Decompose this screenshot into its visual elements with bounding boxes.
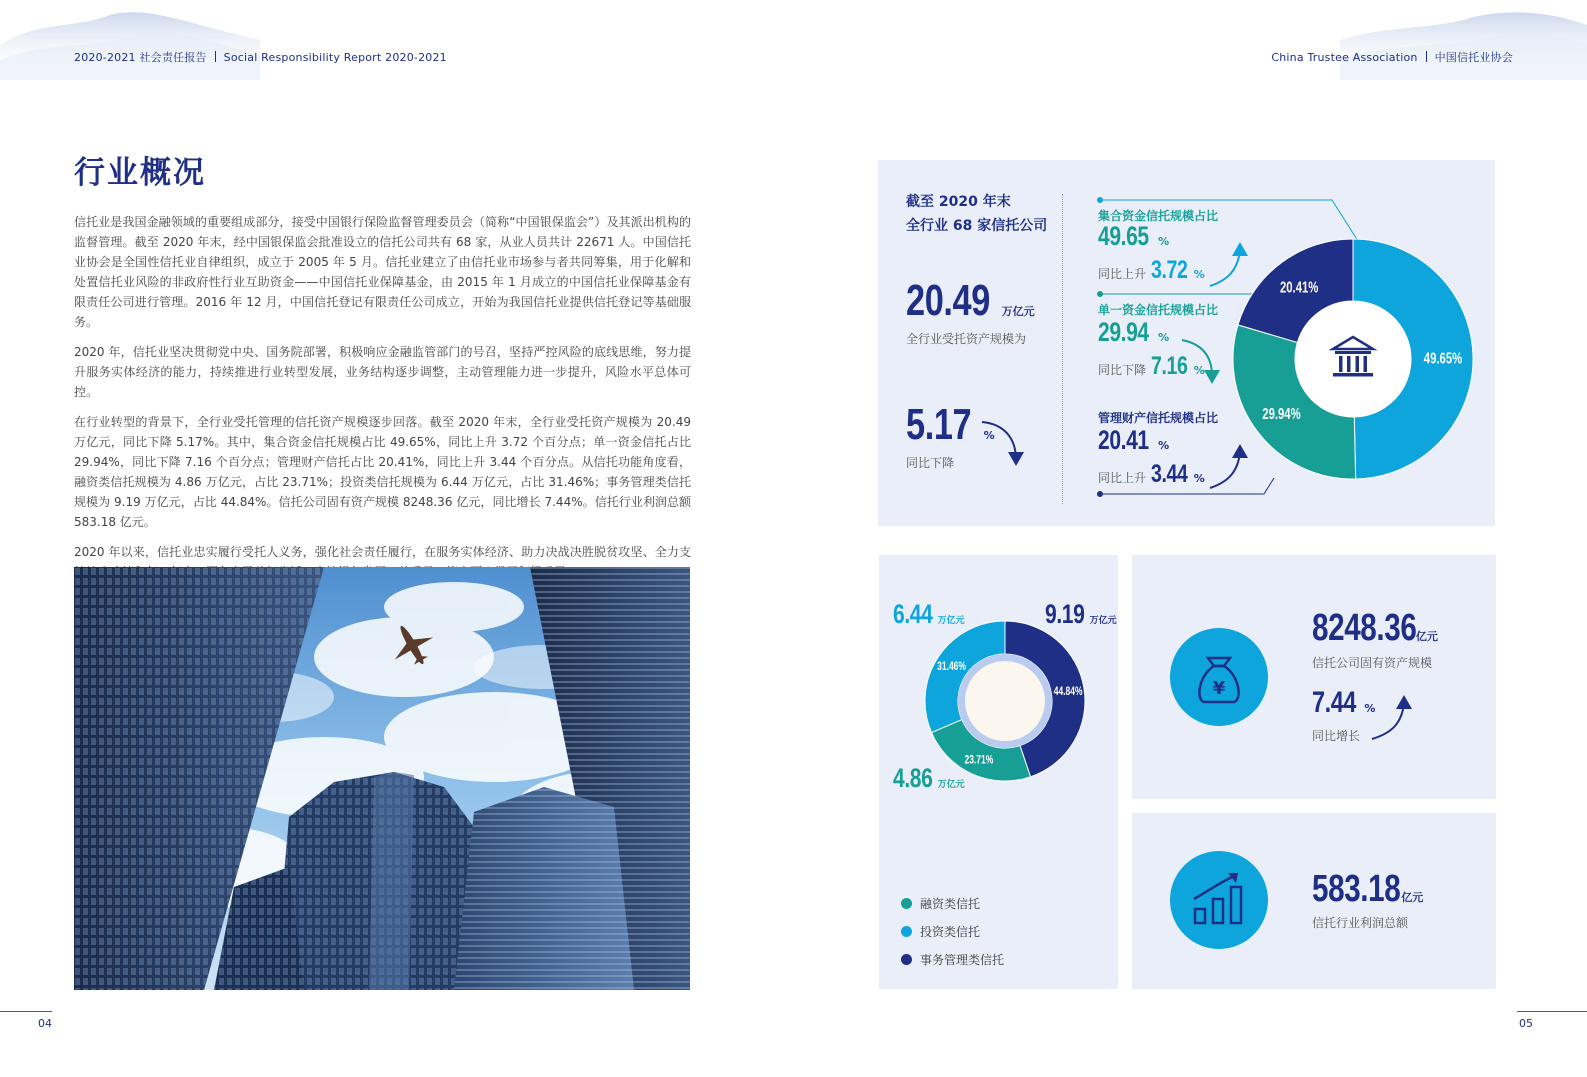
item-single-change-value: 7.16 bbox=[1151, 352, 1188, 380]
item-single-change-unit: % bbox=[1193, 364, 1205, 377]
body-text bbox=[74, 212, 691, 592]
donut-slice-label: 49.65% bbox=[1423, 350, 1463, 368]
donut-slice-label: 44.84% bbox=[1053, 683, 1083, 698]
total-asset-figure bbox=[906, 276, 1035, 326]
proprietary-assets-panel bbox=[1132, 555, 1496, 799]
page-number-left: 04 bbox=[38, 1017, 52, 1030]
item-collective-title: 集合资金信托规模占比 bbox=[1098, 209, 1219, 223]
finance-value: 4.86 bbox=[893, 763, 933, 793]
bar-chart-icon bbox=[1170, 851, 1268, 949]
legend-item-finance bbox=[901, 895, 980, 912]
footer-line-left bbox=[0, 1011, 52, 1012]
paragraph: 2020 年以来，信托业忠实履行受托人义务，强化社会责任履行，在服务实体经济、助力决战决胜脱贫攻坚、全力支 bbox=[74, 545, 691, 559]
paragraph: 信托业是我国金融领域的重要组成部分，接受中国银行保险监督管理委员会（简称“中国银保监会”）及其派出机构的监督管理。截至 2020 年末，经中国银保监会批准设立的信托公司共有 68 家，从业人员共计 22671 人。中国信托业协会是全国性信托业自律组织，成立于 2005 年 5 月。信托业建立了由信托业市场参与者共同筹集，用于化解和处置信托业风险的非政府性行业互助资金——中国信托业保障基金，由 2015 年 1 月成立的中国信托业保障基金有限责任公司进行管理。2016 年 12 月，中国信托登记有限责任公司成立，开始为我国信托业提供信托登记等基础服务。 bbox=[74, 215, 691, 329]
item-property-change-value: 3.44 bbox=[1151, 460, 1188, 488]
profit-value: 583.18 bbox=[1312, 868, 1401, 910]
item-collective-value: 49.65 bbox=[1098, 221, 1149, 251]
asset-structure-donut bbox=[1232, 238, 1474, 480]
footer-line-right bbox=[1517, 1011, 1587, 1012]
money-bag-icon bbox=[1170, 628, 1268, 726]
assets-growth-unit: % bbox=[1364, 702, 1376, 715]
item-single-unit: % bbox=[1158, 331, 1170, 344]
affairs-value: 9.19 bbox=[1045, 599, 1085, 629]
up-arrow-icon bbox=[1368, 693, 1414, 743]
item-single-title: 单一资金信托规模占比 bbox=[1098, 303, 1219, 317]
trust-function-donut bbox=[919, 615, 1091, 787]
donut-slice-label: 20.41% bbox=[1279, 279, 1319, 297]
total-asset-unit: 万亿元 bbox=[1001, 305, 1035, 318]
panel-headline-date: 截至 2020 年末 bbox=[906, 194, 1011, 210]
panel-divider bbox=[1062, 194, 1063, 504]
item-collective-change-unit: % bbox=[1193, 268, 1205, 281]
assets-label: 信托公司固有资产规模 bbox=[1312, 656, 1433, 670]
item-property-change bbox=[1098, 460, 1205, 489]
org-name-en: China Trustee Association bbox=[1271, 51, 1418, 64]
item-collective-figure bbox=[1098, 221, 1169, 252]
item-property-title: 管理财产信托规模占比 bbox=[1098, 411, 1219, 425]
paragraph: 2020 年，信托业坚决贯彻党中央、国务院部署，积极响应金融监管部门的号召，坚持严控风险的底线思维，努力提升服务实体经济的能力，持续推进行业转型发展，业务结构逐步调整，主动管理能力进一步提升，风险水平总体可控。 bbox=[74, 345, 691, 399]
down-arrow-icon bbox=[978, 416, 1028, 468]
assets-unit: 亿元 bbox=[1415, 630, 1438, 643]
legend-dot bbox=[901, 898, 912, 909]
invest-value: 6.44 bbox=[893, 599, 933, 629]
invest-unit: 万亿元 bbox=[937, 616, 965, 626]
legend-item-affairs bbox=[901, 951, 1004, 968]
assets-value: 8248.36 bbox=[1312, 607, 1417, 649]
page-number-right: 05 bbox=[1519, 1017, 1533, 1030]
item-property-value: 20.41 bbox=[1098, 425, 1149, 455]
total-asset-value: 20.49 bbox=[906, 276, 990, 325]
header-separator bbox=[1426, 51, 1427, 62]
assets-growth-label: 同比增长 bbox=[1312, 729, 1361, 743]
item-single-change-label: 同比下降 bbox=[1098, 363, 1147, 377]
paragraph: 在行业转型的背景下，全行业受托管理的信托资产规模逐步回落。截至 2020 年末，全行业受托资产规模为 20.49 万亿元，同比下降 5.17%。其中，集合资金信托规模占比 49.65%，同比上升 3.72 个百分点；单一资金信托占比 29.94%，同比下降 7.16 个百分点；管理财产信托占比 20.41%，同比上升 3.44 个百分点。从信托功能角度看，融资类信托规模为 4.86 万亿元，占比 23.71%；投资类信托规模为 6.44 万亿元，占比 31.46%；事务管理类信托规模为 9.19 万亿元，占比 44.84%。信托公司固有资产规模 8248.36 亿元，同比增长 7.44%。信托行业利润总额 583.18 亿元。 bbox=[74, 415, 691, 529]
donut-center bbox=[965, 661, 1045, 741]
legend-label: 融资类信托 bbox=[920, 897, 981, 911]
total-asset-label: 全行业受托资产规模为 bbox=[906, 332, 1027, 346]
item-property-change-label: 同比上升 bbox=[1098, 471, 1147, 485]
total-change-value: 5.17 bbox=[906, 400, 972, 449]
donut-slice-label: 31.46% bbox=[937, 658, 967, 673]
header-separator bbox=[215, 51, 216, 62]
report-title-cn: 2020-2021 社会责任报告 bbox=[74, 51, 207, 64]
down-arrow-icon bbox=[1178, 336, 1224, 386]
donut-slice-label: 23.71% bbox=[964, 752, 994, 767]
assets-growth-value: 7.44 bbox=[1312, 686, 1356, 719]
legend-dot bbox=[901, 954, 912, 965]
total-change-unit: % bbox=[983, 429, 995, 442]
item-single-figure bbox=[1098, 317, 1169, 348]
item-property-unit: % bbox=[1158, 439, 1170, 452]
profit-figure bbox=[1312, 868, 1423, 911]
report-title-en: Social Responsibility Report 2020-2021 bbox=[223, 51, 447, 64]
legend-item-invest bbox=[901, 923, 980, 940]
svg-text:¥: ¥ bbox=[1212, 678, 1226, 699]
mountain-decoration-right bbox=[1340, 0, 1587, 80]
item-collective-change-label: 同比上升 bbox=[1098, 267, 1147, 281]
section-title: 行业概况 bbox=[74, 155, 206, 191]
donut-center bbox=[1295, 301, 1411, 417]
panel-headline-companies: 全行业 68 家信托公司 bbox=[906, 218, 1048, 234]
skyscraper-photo bbox=[74, 567, 690, 990]
item-collective-change bbox=[1098, 256, 1205, 285]
trust-function-panel bbox=[879, 555, 1118, 989]
legend-label: 事务管理类信托 bbox=[920, 953, 1005, 967]
finance-unit: 万亿元 bbox=[937, 780, 965, 790]
legend-dot bbox=[901, 926, 912, 937]
asset-structure-panel bbox=[878, 160, 1495, 526]
item-single-value: 29.94 bbox=[1098, 317, 1149, 347]
org-name-cn: 中国信托业协会 bbox=[1434, 51, 1513, 64]
total-change-label: 同比下降 bbox=[906, 456, 955, 470]
item-property-figure bbox=[1098, 425, 1169, 456]
running-header-left bbox=[74, 49, 447, 65]
mountain-decoration-left bbox=[0, 0, 260, 80]
item-collective-unit: % bbox=[1158, 235, 1170, 248]
assets-figure bbox=[1312, 607, 1438, 650]
item-property-change-unit: % bbox=[1193, 472, 1205, 485]
running-header-right bbox=[1271, 49, 1513, 65]
profit-unit: 亿元 bbox=[1401, 891, 1424, 904]
profit-label: 信托行业利润总额 bbox=[1312, 916, 1409, 930]
affairs-unit: 万亿元 bbox=[1089, 616, 1117, 626]
profit-panel bbox=[1132, 813, 1496, 989]
item-collective-change-value: 3.72 bbox=[1151, 256, 1188, 284]
legend-label: 投资类信托 bbox=[920, 925, 981, 939]
assets-growth-figure bbox=[1312, 686, 1375, 720]
donut-slice-label: 29.94% bbox=[1262, 406, 1301, 424]
